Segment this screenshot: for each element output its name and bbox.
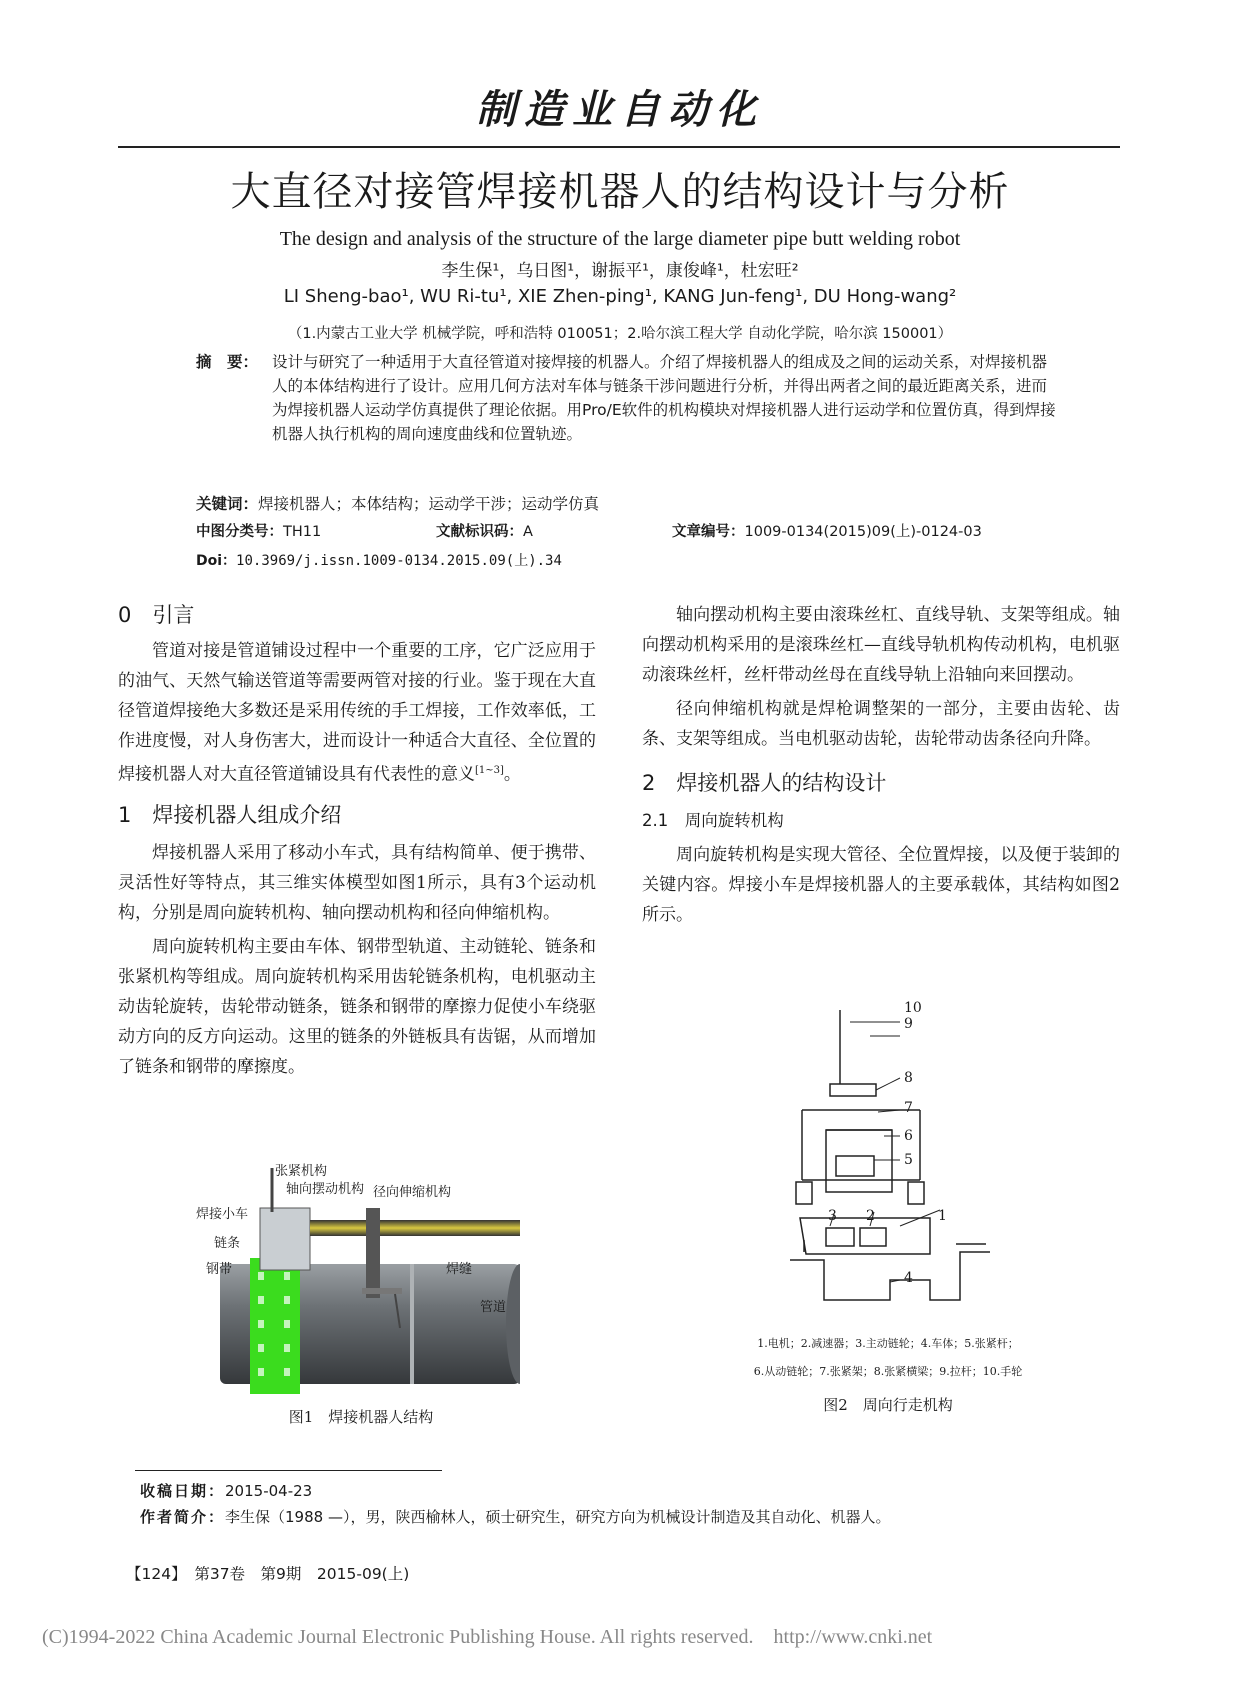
- author-bio-text: 李生保（1988 —），男，陕西榆林人，硕士研究生，研究方向为机械设计制造及其自动化、机器人。: [225, 1508, 891, 1526]
- received-date: [140, 1480, 312, 1501]
- article-no-value: 1009-0134(2015)09(上)-0124-03: [744, 524, 982, 540]
- received-value: 2015-04-23: [225, 1482, 313, 1500]
- clc-number: [196, 520, 321, 541]
- authors-cn: 李生保¹，乌日图¹，谢振平¹，康俊峰¹，杜宏旺²: [441, 261, 799, 281]
- footnote-rule: [135, 1470, 442, 1471]
- section-1-paragraph-3: 轴向摆动机构主要由滚珠丝杠、直线导轨、支架等组成。轴向摆动机构采用的是滚珠丝杠—直线导轨机构传动机构，电机驱动滚珠丝杆，丝杆带动丝母在直线导轨上沿轴向来回摆动。: [642, 605, 1120, 685]
- fig1-label-axial: 轴向摆动机构: [286, 1182, 365, 1197]
- article-no-label: 文章编号：: [672, 524, 745, 540]
- keywords: [196, 492, 599, 514]
- reducer: [860, 1228, 886, 1246]
- fig2-num-3: 3: [828, 1208, 837, 1224]
- author-bio-label: 作者简介：: [140, 1508, 226, 1526]
- fig2-num-4: 4: [904, 1270, 913, 1286]
- tension-beam: [830, 1084, 876, 1096]
- keywords-label: 关键词：: [196, 495, 259, 513]
- fig1-label-weld: 焊缝: [446, 1262, 473, 1277]
- affiliation: （1.内蒙古工业大学 机械学院，呼和浩特 010051；2.哈尔滨工程大学 自动化学院，哈尔滨 150001）: [287, 326, 953, 342]
- section-2-heading: 2 焊接机器人的结构设计: [642, 771, 887, 795]
- authors-en: LI Sheng-bao¹, WU Ri-tu¹, XIE Zhen-ping¹, KANG Jun-feng¹, DU Hong-wang²: [283, 286, 957, 307]
- abstract-text: 设计与研究了一种适用于大直径管道对接焊接的机器人。介绍了焊接机器人的组成及之间的运动关系，对焊接机器人的本体结构进行了设计。应用几何方法对车体与链条干涉问题进行分析，并得出两者之间的最近距离关系，进而为焊接机器人运动学仿真提供了理论依据。用Pro/E软件的机构模块对焊接机器人进行运动学和位置仿真，得到焊接机器人执行机构的周向速度曲线和位置轨迹。: [272, 353, 1056, 443]
- section-1-paragraph-4: 径向伸缩机构就是焊枪调整架的一部分，主要由齿轮、齿条、支架等组成。当电机驱动齿轮，齿轮带动齿条径向升降。: [642, 699, 1120, 749]
- received-label: 收稿日期：: [140, 1482, 226, 1500]
- figure-1-caption: 图1 焊接机器人结构: [288, 1408, 434, 1426]
- doi-label: Doi：: [196, 553, 237, 569]
- section-2-1-heading: 2.1 周向旋转机构: [642, 811, 784, 830]
- doi-value: 10.3969/j.issn.1009-0134.2015.09(上).34: [236, 553, 562, 569]
- fig1-label-pipe: 管道: [480, 1300, 507, 1315]
- section-1-paragraph-2: 周向旋转机构主要由车体、钢带型轨道、主动链轮、链条和张紧机构等组成。周向旋转机构采用齿轮链条机构，电机驱动主动齿轮旋转，齿轮带动链条，链条和钢带的摩擦力促使小车绕驱动方向的反方向运动。这里的链条的外链板具有齿锯，从而增加了链条和钢带的摩擦度。: [118, 936, 596, 1077]
- abstract-block: [196, 350, 1056, 443]
- welding-carriage: [260, 1208, 310, 1270]
- article-title: 大直径对接管焊接机器人的结构设计与分析: [230, 169, 1010, 215]
- section-0-heading: 0 引言: [118, 603, 195, 627]
- clc-value: TH11: [283, 524, 322, 540]
- author-bio: [140, 1506, 890, 1527]
- intro-citation: [1~3]: [475, 765, 504, 776]
- figure-2-legend-line-1: 1.电机；2.减速器；3.主动链轮；4.车体；5.张紧杆；: [757, 1337, 1019, 1350]
- journal-masthead: 制造业自动化: [476, 86, 764, 133]
- fig2-num-7: 7: [904, 1100, 913, 1116]
- fig2-num-10: 10: [904, 1000, 922, 1016]
- figure-2-legend-line-2: 6.从动链轮；7.张紧架；8.张紧横梁；9.拉杆；10.手轮: [753, 1365, 1023, 1378]
- document-code: [436, 520, 533, 541]
- cart-body: [790, 1252, 990, 1300]
- article-number: [672, 520, 982, 541]
- intro-text: 管道对接是管道铺设过程中一个重要的工序，它广泛应用于的油气、天然气输送管道等需要两管对接的行业。鉴于现在大直径管道焊接绝大多数还是采用传统的手工焊接，工作效率低，工作进度慢，对人身伤害大，进而设计一种适合大直径、全位置的焊接机器人对大直径管道铺设具有代表性的意义: [118, 641, 596, 785]
- fig2-num-9: 9: [904, 1016, 913, 1032]
- fig1-label-band: 钢带: [206, 1262, 233, 1277]
- radial-slide: [366, 1208, 380, 1298]
- fig1-label-chain: 链条: [214, 1236, 241, 1251]
- right-column: [642, 600, 1120, 930]
- left-column: [118, 600, 596, 1082]
- fig2-num-8: 8: [904, 1070, 913, 1086]
- section-1-paragraph-1: 焊接机器人采用了移动小车式，具有结构简单、便于携带、灵活性好等特点，其三维实体模型如图1所示，具有3个运动机构，分别是周向旋转机构、轴向摆动机构和径向伸缩机构。: [118, 842, 596, 923]
- keywords-text: 焊接机器人；本体结构；运动学干涉；运动学仿真: [258, 495, 600, 513]
- fig2-num-1: 1: [938, 1208, 947, 1224]
- fig1-label-carriage: 焊接小车: [196, 1207, 249, 1222]
- axial-rail: [310, 1220, 520, 1236]
- figure-2-caption: 图2 周向行走机构: [823, 1396, 953, 1414]
- section-2-1-paragraph: 周向旋转机构是实现大管径、全位置焊接，以及便于装卸的关键内容。焊接小车是焊接机器人的主要承载体，其结构如图2所示。: [642, 845, 1120, 925]
- doc-code-label: 文献标识码：: [436, 524, 523, 540]
- abstract-label: 摘 要：: [196, 353, 259, 371]
- doi: [196, 550, 562, 570]
- clc-label: 中图分类号：: [196, 524, 283, 540]
- figure-2-mechanism-drawing: [790, 1000, 990, 1330]
- page-info: 【124】 第37卷 第9期 2015-09(上): [126, 1565, 410, 1583]
- section-1-heading: 1 焊接机器人组成介绍: [118, 802, 342, 827]
- fig2-num-2: 2: [866, 1208, 875, 1224]
- fig1-label-radial: 径向伸缩机构: [373, 1185, 452, 1200]
- drive-sprocket: [826, 1228, 854, 1246]
- intro-end: 。: [503, 764, 521, 785]
- article-title-en: The design and analysis of the structure of the large diameter pipe butt welding robot: [279, 228, 961, 250]
- fig2-num-5: 5: [904, 1152, 913, 1168]
- copyright-line: (C)1994-2022 China Academic Journal Electronic Publishing House. All rights reserved. http://www.cnki.net: [42, 1626, 933, 1648]
- masthead-rule: [118, 146, 1120, 148]
- steel-band: [250, 1258, 300, 1394]
- fig1-label-tensioner: 张紧机构: [275, 1164, 328, 1179]
- intro-paragraph: [118, 636, 596, 790]
- fig2-num-6: 6: [904, 1128, 913, 1144]
- doc-code-value: A: [523, 524, 533, 540]
- driven-sprocket: [836, 1156, 874, 1176]
